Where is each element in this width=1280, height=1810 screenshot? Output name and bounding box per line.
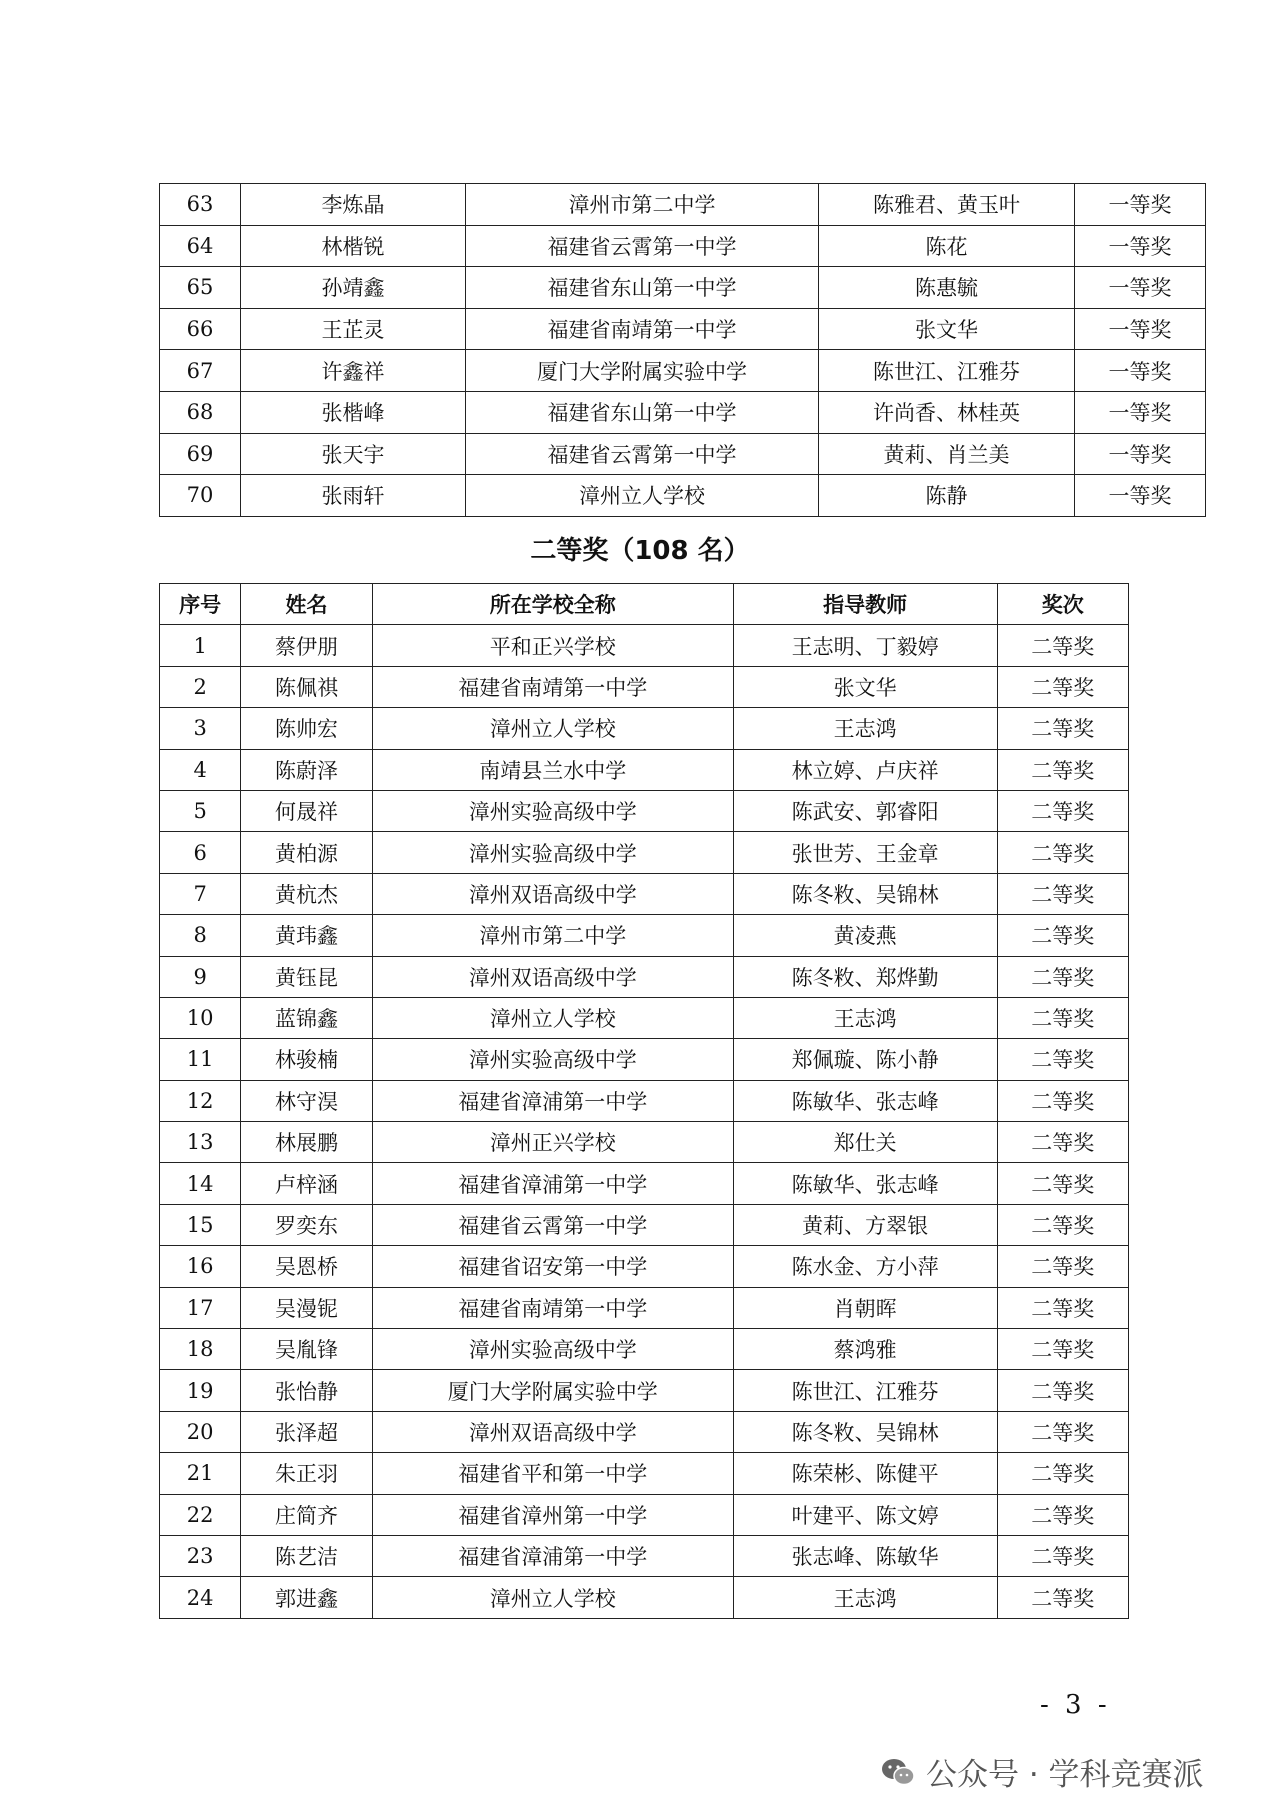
- cell-award: 二等奖: [997, 790, 1128, 831]
- table-header-row: [160, 584, 1129, 625]
- cell-award: 二等奖: [997, 1080, 1128, 1121]
- cell-award: 二等奖: [997, 1453, 1128, 1494]
- cell-school: 福建省漳浦第一中学: [372, 1163, 733, 1204]
- header-name: 姓名: [241, 584, 372, 625]
- cell-no: 15: [160, 1204, 241, 1245]
- watermark-text: 公众号 · 学科竞赛派: [926, 1757, 1204, 1793]
- cell-school: 平和正兴学校: [372, 625, 733, 666]
- cell-no: 64: [160, 225, 241, 267]
- cell-name: 吴漫铌: [241, 1287, 372, 1328]
- cell-school: 福建省云霄第一中学: [372, 1204, 733, 1245]
- cell-name: 蓝锦鑫: [241, 997, 372, 1038]
- cell-award: 二等奖: [997, 832, 1128, 873]
- cell-school: 漳州立人学校: [372, 1577, 733, 1618]
- cell-no: 65: [160, 267, 241, 309]
- cell-name: 郭进鑫: [241, 1577, 372, 1618]
- cell-school: 福建省南靖第一中学: [372, 666, 733, 707]
- table-row: [160, 391, 1206, 433]
- cell-school: 福建省云霄第一中学: [466, 225, 819, 267]
- cell-no: 9: [160, 956, 241, 997]
- cell-school: 漳州立人学校: [372, 708, 733, 749]
- cell-name: 陈艺洁: [241, 1535, 372, 1576]
- cell-school: 厦门大学附属实验中学: [372, 1370, 733, 1411]
- table-row: [160, 997, 1129, 1038]
- cell-name: 张雨轩: [241, 475, 466, 517]
- cell-teacher: 陈敏华、张志峰: [733, 1163, 997, 1204]
- cell-teacher: 黄莉、方翠银: [733, 1204, 997, 1245]
- table-row: [160, 475, 1206, 517]
- cell-no: 16: [160, 1246, 241, 1287]
- cell-no: 13: [160, 1122, 241, 1163]
- cell-no: 66: [160, 308, 241, 350]
- table-row: [160, 873, 1129, 914]
- cell-teacher: 陈世江、江雅芬: [733, 1370, 997, 1411]
- cell-name: 吴恩桥: [241, 1246, 372, 1287]
- table-row: [160, 749, 1129, 790]
- cell-award: 二等奖: [997, 1577, 1128, 1618]
- cell-award: 二等奖: [997, 915, 1128, 956]
- page-number: - 3 -: [1040, 1690, 1111, 1720]
- cell-name: 罗奕东: [241, 1204, 372, 1245]
- table-row: [160, 1494, 1129, 1535]
- cell-school: 福建省漳浦第一中学: [372, 1080, 733, 1121]
- cell-teacher: 陈花: [819, 225, 1075, 267]
- cell-no: 6: [160, 832, 241, 873]
- cell-award: 二等奖: [997, 749, 1128, 790]
- header-school: 所在学校全称: [372, 584, 733, 625]
- cell-school: 漳州实验高级中学: [372, 1039, 733, 1080]
- table-row: [160, 1577, 1129, 1618]
- cell-teacher: 陈雅君、黄玉叶: [819, 184, 1075, 226]
- cell-school: 漳州实验高级中学: [372, 1329, 733, 1370]
- cell-teacher: 肖朝晖: [733, 1287, 997, 1328]
- header-award: 奖次: [997, 584, 1128, 625]
- cell-award: 二等奖: [997, 1370, 1128, 1411]
- table-row: [160, 1329, 1129, 1370]
- table-row: [160, 433, 1206, 475]
- cell-teacher: 陈敏华、张志峰: [733, 1080, 997, 1121]
- cell-school: 漳州双语高级中学: [372, 956, 733, 997]
- cell-no: 22: [160, 1494, 241, 1535]
- cell-name: 林骏楠: [241, 1039, 372, 1080]
- cell-no: 3: [160, 708, 241, 749]
- cell-name: 张泽超: [241, 1411, 372, 1452]
- cell-name: 黄杭杰: [241, 873, 372, 914]
- cell-name: 朱正羽: [241, 1453, 372, 1494]
- table-row: [160, 1535, 1129, 1576]
- cell-teacher: 陈冬敉、吴锦林: [733, 1411, 997, 1452]
- cell-award: 二等奖: [997, 1494, 1128, 1535]
- cell-no: 5: [160, 790, 241, 831]
- cell-name: 张怡静: [241, 1370, 372, 1411]
- cell-no: 67: [160, 350, 241, 392]
- cell-no: 17: [160, 1287, 241, 1328]
- table-row: [160, 1163, 1129, 1204]
- cell-no: 63: [160, 184, 241, 226]
- header-teacher: 指导教师: [733, 584, 997, 625]
- cell-name: 林楷锐: [241, 225, 466, 267]
- cell-name: 林展鹏: [241, 1122, 372, 1163]
- cell-school: 漳州立人学校: [372, 997, 733, 1038]
- cell-teacher: 陈冬敉、吴锦林: [733, 873, 997, 914]
- cell-name: 黄柏源: [241, 832, 372, 873]
- cell-no: 12: [160, 1080, 241, 1121]
- table-row: [160, 225, 1206, 267]
- table-row: [160, 1370, 1129, 1411]
- wechat-icon: [880, 1757, 916, 1787]
- cell-no: 70: [160, 475, 241, 517]
- table-row: [160, 1204, 1129, 1245]
- cell-teacher: 陈静: [819, 475, 1075, 517]
- cell-school: 福建省漳浦第一中学: [372, 1535, 733, 1576]
- first-prize-table: [159, 183, 1206, 517]
- cell-school: 漳州市第二中学: [466, 184, 819, 226]
- table-row: [160, 184, 1206, 226]
- cell-award: 二等奖: [997, 1122, 1128, 1163]
- cell-no: 10: [160, 997, 241, 1038]
- table-row: [160, 1080, 1129, 1121]
- cell-school: 福建省漳州第一中学: [372, 1494, 733, 1535]
- cell-teacher: 蔡鸿雅: [733, 1329, 997, 1370]
- cell-no: 23: [160, 1535, 241, 1576]
- cell-name: 陈佩祺: [241, 666, 372, 707]
- cell-award: 二等奖: [997, 873, 1128, 914]
- cell-no: 24: [160, 1577, 241, 1618]
- cell-teacher: 王志鸿: [733, 997, 997, 1038]
- cell-teacher: 陈世江、江雅芬: [819, 350, 1075, 392]
- cell-no: 14: [160, 1163, 241, 1204]
- second-prize-body: [160, 625, 1129, 1618]
- cell-award: 一等奖: [1075, 433, 1206, 475]
- cell-award: 一等奖: [1075, 184, 1206, 226]
- cell-name: 蔡伊朋: [241, 625, 372, 666]
- cell-school: 漳州双语高级中学: [372, 1411, 733, 1452]
- cell-teacher: 陈荣彬、陈健平: [733, 1453, 997, 1494]
- cell-name: 林守淏: [241, 1080, 372, 1121]
- table-row: [160, 350, 1206, 392]
- table-row: [160, 308, 1206, 350]
- cell-name: 张天宇: [241, 433, 466, 475]
- table-row: [160, 267, 1206, 309]
- cell-no: 19: [160, 1370, 241, 1411]
- cell-teacher: 林立婷、卢庆祥: [733, 749, 997, 790]
- cell-award: 一等奖: [1075, 350, 1206, 392]
- cell-name: 吴胤锋: [241, 1329, 372, 1370]
- table-row: [160, 666, 1129, 707]
- cell-school: 漳州立人学校: [466, 475, 819, 517]
- first-prize-body: [160, 184, 1206, 517]
- cell-teacher: 郑仕关: [733, 1122, 997, 1163]
- cell-name: 李炼晶: [241, 184, 466, 226]
- table-row: [160, 915, 1129, 956]
- cell-teacher: 黄凌燕: [733, 915, 997, 956]
- cell-name: 何晟祥: [241, 790, 372, 831]
- cell-award: 二等奖: [997, 1329, 1128, 1370]
- cell-school: 漳州实验高级中学: [372, 790, 733, 831]
- cell-teacher: 张文华: [733, 666, 997, 707]
- cell-award: 二等奖: [997, 1039, 1128, 1080]
- cell-teacher: 张文华: [819, 308, 1075, 350]
- cell-award: 一等奖: [1075, 391, 1206, 433]
- cell-name: 孙靖鑫: [241, 267, 466, 309]
- cell-award: 二等奖: [997, 625, 1128, 666]
- cell-teacher: 王志鸿: [733, 1577, 997, 1618]
- cell-no: 69: [160, 433, 241, 475]
- cell-school: 福建省南靖第一中学: [372, 1287, 733, 1328]
- cell-name: 卢梓涵: [241, 1163, 372, 1204]
- second-prize-table: [159, 583, 1129, 1619]
- cell-school: 南靖县兰水中学: [372, 749, 733, 790]
- cell-award: 二等奖: [997, 708, 1128, 749]
- cell-school: 福建省东山第一中学: [466, 391, 819, 433]
- cell-no: 11: [160, 1039, 241, 1080]
- cell-school: 福建省诏安第一中学: [372, 1246, 733, 1287]
- cell-award: 二等奖: [997, 666, 1128, 707]
- cell-no: 1: [160, 625, 241, 666]
- cell-school: 厦门大学附属实验中学: [466, 350, 819, 392]
- cell-teacher: 叶建平、陈文婷: [733, 1494, 997, 1535]
- cell-award: 一等奖: [1075, 475, 1206, 517]
- cell-school: 福建省南靖第一中学: [466, 308, 819, 350]
- cell-award: 二等奖: [997, 997, 1128, 1038]
- cell-teacher: 张世芳、王金章: [733, 832, 997, 873]
- cell-no: 7: [160, 873, 241, 914]
- cell-name: 黄玮鑫: [241, 915, 372, 956]
- cell-teacher: 许尚香、林桂英: [819, 391, 1075, 433]
- cell-award: 二等奖: [997, 1204, 1128, 1245]
- cell-no: 4: [160, 749, 241, 790]
- cell-school: 福建省云霄第一中学: [466, 433, 819, 475]
- cell-name: 王芷灵: [241, 308, 466, 350]
- table-row: [160, 1287, 1129, 1328]
- cell-teacher: 陈水金、方小萍: [733, 1246, 997, 1287]
- cell-teacher: 黄莉、肖兰美: [819, 433, 1075, 475]
- cell-name: 张楷峰: [241, 391, 466, 433]
- cell-school: 漳州实验高级中学: [372, 832, 733, 873]
- cell-award: 二等奖: [997, 1163, 1128, 1204]
- cell-award: 一等奖: [1075, 308, 1206, 350]
- cell-no: 2: [160, 666, 241, 707]
- cell-teacher: 陈冬敉、郑烨勤: [733, 956, 997, 997]
- cell-school: 漳州双语高级中学: [372, 873, 733, 914]
- cell-award: 一等奖: [1075, 267, 1206, 309]
- table-row: [160, 708, 1129, 749]
- table-row: [160, 790, 1129, 831]
- table-row: [160, 1122, 1129, 1163]
- cell-teacher: 王志鸿: [733, 708, 997, 749]
- cell-school: 福建省平和第一中学: [372, 1453, 733, 1494]
- cell-name: 陈帅宏: [241, 708, 372, 749]
- cell-award: 一等奖: [1075, 225, 1206, 267]
- cell-award: 二等奖: [997, 956, 1128, 997]
- cell-teacher: 王志明、丁毅婷: [733, 625, 997, 666]
- cell-teacher: 郑佩璇、陈小静: [733, 1039, 997, 1080]
- header-no: 序号: [160, 584, 241, 625]
- cell-award: 二等奖: [997, 1411, 1128, 1452]
- cell-no: 21: [160, 1453, 241, 1494]
- cell-name: 庄简齐: [241, 1494, 372, 1535]
- cell-name: 许鑫祥: [241, 350, 466, 392]
- cell-teacher: 陈武安、郭睿阳: [733, 790, 997, 831]
- cell-no: 68: [160, 391, 241, 433]
- cell-no: 8: [160, 915, 241, 956]
- table-row: [160, 1411, 1129, 1452]
- cell-teacher: 张志峰、陈敏华: [733, 1535, 997, 1576]
- cell-teacher: 陈惠毓: [819, 267, 1075, 309]
- cell-award: 二等奖: [997, 1535, 1128, 1576]
- cell-no: 18: [160, 1329, 241, 1370]
- section-title-second-prize: 二等奖（108 名）: [530, 536, 750, 566]
- cell-school: 福建省东山第一中学: [466, 267, 819, 309]
- table-row: [160, 832, 1129, 873]
- cell-award: 二等奖: [997, 1287, 1128, 1328]
- table-row: [160, 1453, 1129, 1494]
- table-row: [160, 625, 1129, 666]
- cell-name: 陈蔚泽: [241, 749, 372, 790]
- table-row: [160, 956, 1129, 997]
- cell-school: 漳州市第二中学: [372, 915, 733, 956]
- cell-award: 二等奖: [997, 1246, 1128, 1287]
- cell-school: 漳州正兴学校: [372, 1122, 733, 1163]
- cell-name: 黄钰昆: [241, 956, 372, 997]
- table-row: [160, 1246, 1129, 1287]
- watermark: [880, 1749, 1204, 1794]
- table-row: [160, 1039, 1129, 1080]
- cell-no: 20: [160, 1411, 241, 1452]
